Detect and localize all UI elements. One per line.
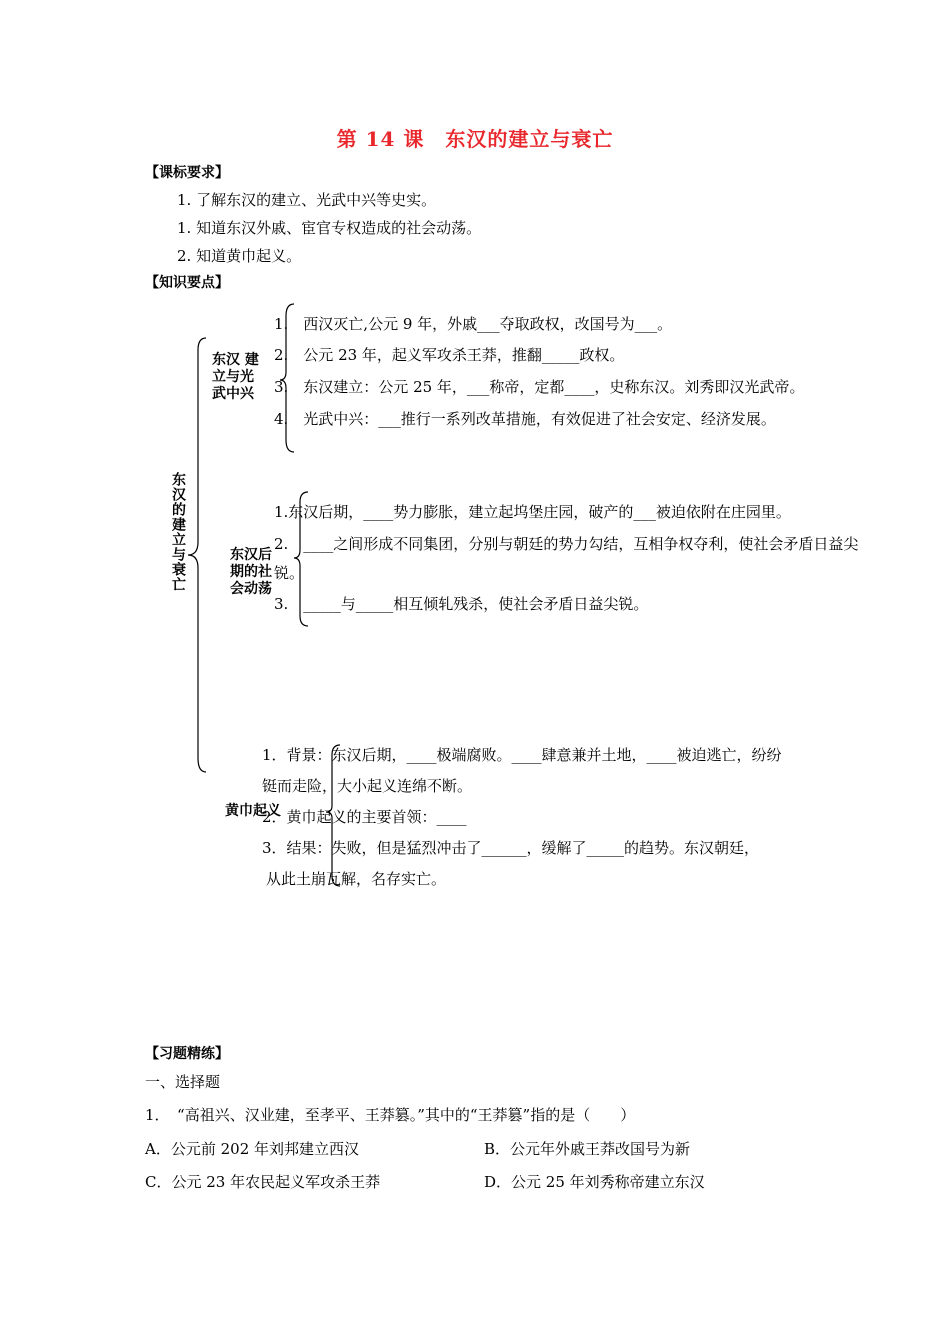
group1-item-1: 1. 西汉灭亡,公元 9 年，外戚___夺取政权，改国号为___。 <box>274 315 673 333</box>
group2-label-line-1: 东汉后 <box>230 547 272 563</box>
page-title: 第 14 课 东汉的建立与衰亡 <box>336 127 614 151</box>
group3-item-1: 1．背景：东汉后期，____极端腐败。____肆意兼并土地，____被迫逃亡，纷纷 <box>262 746 782 764</box>
group3-label: 黄巾起义 <box>225 803 281 819</box>
group1-label-line-1: 东汉 建 <box>212 352 259 368</box>
curriculum-item-1: 1. 了解东汉的建立、光武中兴等史实。 <box>177 191 437 209</box>
group2-label-line-3: 会动荡 <box>230 581 272 597</box>
group3-item-3: 3．结果：失败，但是猛烈冲击了______，缓解了_____的趋势。东汉朝廷， <box>262 839 760 857</box>
exercises-section: 一、选择题 <box>145 1073 221 1091</box>
group2-item-1: 1.东汉后期，____势力膨胀，建立起坞堡庄园，破产的___被迫依附在庄园里。 <box>274 503 791 521</box>
group2-item-2: 2. ____之间形成不同集团，分别与朝廷的势力勾结，互相争权夺利，使社会矛盾日益尖 <box>274 535 859 553</box>
option-b: B．公元年外戚王莽改国号为新 <box>484 1140 691 1158</box>
group3-item-1-cont: 铤而走险，大小起义连绵不断。 <box>262 777 473 795</box>
group1-item-4: 4. 光武中兴：___推行一系列改革措施，有效促进了社会安定、经济发展。 <box>274 410 776 428</box>
option-c: C．公元 23 年农民起义军攻杀王莽 <box>145 1173 381 1191</box>
option-a: A．公元前 202 年刘邦建立西汉 <box>145 1140 360 1158</box>
option-d: D．公元 25 年刘秀称帝建立东汉 <box>484 1173 705 1191</box>
group1-label-line-2: 立与光 <box>212 369 254 385</box>
group3-item-2: 2．黄巾起义的主要首领：____ <box>262 808 467 826</box>
curriculum-item-3: 2. 知道黄巾起义。 <box>177 247 302 265</box>
group1-label-line-3: 武中兴 <box>212 386 254 402</box>
question-1: 1． “高祖兴、汉业建，至孝平、王莽篡。”其中的“王莽篡”指的是（ ） <box>145 1106 636 1124</box>
group2-item-2-cont: 锐。 <box>274 564 305 582</box>
main-topic-label: 东汉的建立与衰亡 <box>170 472 186 592</box>
curriculum-heading: 【课标要求】 <box>145 165 229 181</box>
group1-item-2: 2. 公元 23 年，起义军攻杀王莽，推翻_____政权。 <box>274 346 625 364</box>
knowledge-heading: 【知识要点】 <box>145 275 229 291</box>
group1-item-3: 3. 东汉建立：公元 25 年，___称帝，定都____，史称东汉。刘秀即汉光武帝。 <box>274 378 805 396</box>
group2-item-3: 3. _____与_____相互倾轧残杀，使社会矛盾日益尖锐。 <box>274 595 649 613</box>
exercises-heading: 【习题精练】 <box>145 1046 229 1062</box>
curriculum-item-2: 1. 知道东汉外戚、宦官专权造成的社会动荡。 <box>177 219 482 237</box>
group2-label-line-2: 期的社 <box>230 564 272 580</box>
group3-item-3-cont: 从此土崩瓦解，名存实亡。 <box>266 870 447 888</box>
